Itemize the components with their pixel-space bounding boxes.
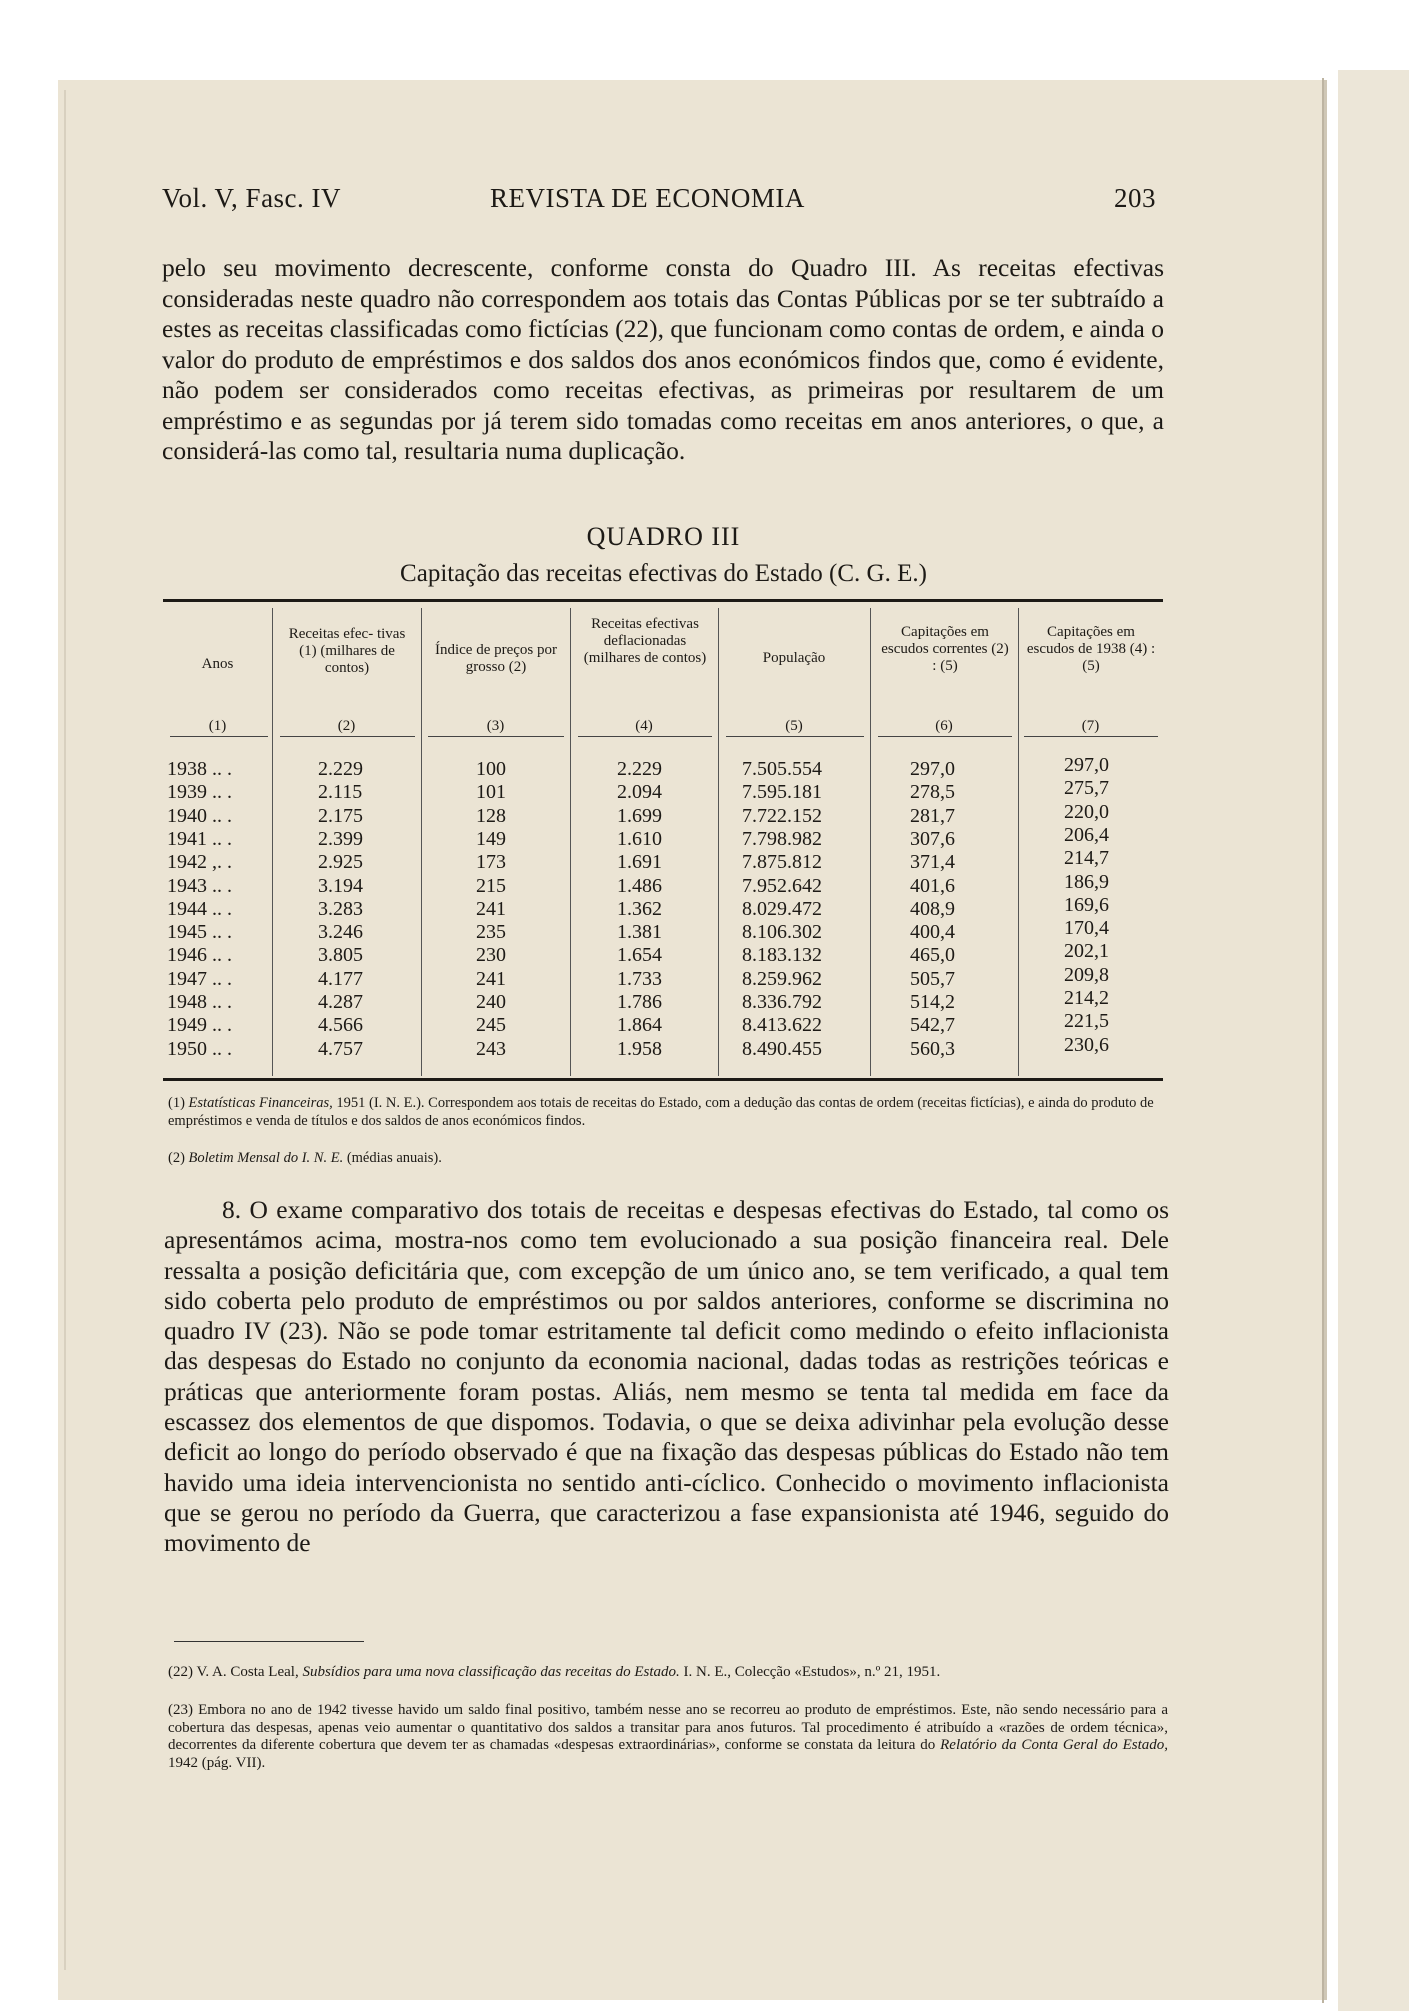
cell-capitacao-correntes: 371,4 <box>910 851 955 874</box>
col-number: (2) <box>337 718 356 734</box>
cell-year: 1950 .. . <box>167 1037 232 1060</box>
cell-populacao: 7.722.152 <box>742 804 822 827</box>
note-mark: (2) <box>168 1150 185 1166</box>
footnote-text: 1942 (pág. VII). <box>168 1754 266 1771</box>
col-number: (1) <box>208 718 227 734</box>
cell-year: 1945 .. . <box>167 921 232 944</box>
cell-indice: 128 <box>476 804 506 827</box>
volume-label: Vol. V, Fasc. IV <box>162 183 342 213</box>
footnote-rule <box>174 1641 364 1642</box>
cell-receitas: 2.229 <box>318 758 363 780</box>
cell-deflacionadas: 1.699 <box>617 804 662 827</box>
cell-deflacionadas: 1.381 <box>617 921 662 944</box>
cell-indice: 235 <box>476 921 506 944</box>
cell-populacao: 7.505.554 <box>742 758 822 780</box>
cell-deflacionadas: 1.958 <box>617 1037 662 1060</box>
cell-capitacao-correntes: 401,6 <box>910 874 955 897</box>
cell-indice: 245 <box>476 1014 506 1037</box>
cell-indice: 149 <box>476 827 506 850</box>
adjacent-page-edge <box>1338 70 1409 2011</box>
intro-paragraph: pelo seu movimento decrescente, conforme consta do Quadro III. As receitas efectivas consideradas neste quadro não correspondem aos totais das Contas Públicas por se ter subtraído a estes as receitas classificadas como fictícias (22), que funcionam como contas de ordem, e ainda o valor do produto de empréstimos e dos saldos dos anos económicos findos que, como é evidente, não podem ser considerados como receitas efectivas, as primeiras por resultarem de um empréstimo e as segundas por já terem sido tomadas como receitas em anos anteriores, o que, a considerá-las como tal, resultaria numa duplicação. <box>162 253 1164 465</box>
cell-capitacao-1938: 169,6 <box>1064 893 1109 916</box>
cell-populacao: 8.183.132 <box>742 944 822 967</box>
cell-populacao: 8.490.455 <box>742 1037 822 1060</box>
cell-receitas: 2.115 <box>318 781 363 804</box>
cell-indice: 241 <box>476 967 506 990</box>
cell-capitacao-1938: 221,5 <box>1064 1010 1109 1033</box>
cell-capitacao-1938: 220,0 <box>1064 800 1109 823</box>
cell-year: 1944 .. . <box>167 897 232 920</box>
cell-capitacao-1938: 214,7 <box>1064 847 1109 870</box>
cell-year: 1942 ,. . <box>167 851 232 874</box>
cell-capitacao-correntes: 307,6 <box>910 827 955 850</box>
col-number: (6) <box>935 718 953 734</box>
note-source-title: Estatísticas Financeiras, <box>188 1095 333 1111</box>
header-anos: Anos <box>201 656 234 672</box>
cell-capitacao-correntes: 408,9 <box>910 897 955 920</box>
page-edge-shadow <box>1322 78 1324 2003</box>
cell-capitacao-1938: 202,1 <box>1064 940 1109 963</box>
table-note-2 <box>168 1149 1168 1167</box>
cell-populacao: 8.259.962 <box>742 967 822 990</box>
cell-capitacao-1938: 209,8 <box>1064 963 1109 986</box>
cell-capitacao-correntes: 514,2 <box>910 991 955 1013</box>
cell-receitas: 2.175 <box>318 804 363 827</box>
footnote-title: Relatório da Conta Geral do Estado, <box>940 1737 1168 1753</box>
cell-indice: 240 <box>476 991 506 1013</box>
cell-receitas: 3.194 <box>318 874 363 897</box>
cell-receitas: 4.757 <box>318 1037 363 1060</box>
cell-capitacao-correntes: 505,7 <box>910 967 955 990</box>
header-populacao: População <box>762 650 826 666</box>
cell-capitacao-1938: 206,4 <box>1064 823 1109 846</box>
cell-year: 1941 .. . <box>167 827 232 850</box>
cell-populacao: 7.875.812 <box>742 851 822 874</box>
cell-indice: 243 <box>476 1037 506 1060</box>
cell-populacao: 7.952.642 <box>742 874 822 897</box>
table-title: QUADRO III <box>586 522 741 551</box>
cell-indice: 100 <box>476 758 506 780</box>
cell-year: 1938 .. . <box>167 758 232 780</box>
cell-capitacao-1938: 275,7 <box>1064 777 1109 800</box>
note-text: 1951 (I. N. E.). Correspondem aos totais de receitas do Estado, com a dedução das contas de ordem (receitas fictícias), e ainda do produto de empréstimos e venda de títulos e dos saldos de anos económicos findos. <box>168 1095 1154 1129</box>
cell-populacao: 8.106.302 <box>742 921 822 944</box>
footnote-text: Embora no ano de 1942 tivesse havido um saldo final positivo, também nesse ano se recorreu ao produto de empréstimos. Este, não sendo necessário para a cobertura das despesas, apenas veio aumentar o quantitativo dos saldos a transitar para anos futuros. Tal procedimento é atribuído a «razões de ordem técnica», decorrentes da diferente cobertura que devem ter as chamadas «despesas extraordinárias», conforme se constata da leitura do <box>168 1702 1168 1753</box>
header-capitacoes-correntes: Capitações em escudos correntes (2) : (5) <box>881 624 1009 674</box>
cell-capitacao-1938: 186,9 <box>1064 870 1109 893</box>
cell-receitas: 3.246 <box>318 921 363 944</box>
col-number: (7) <box>1081 718 1100 734</box>
cell-receitas: 2.925 <box>318 851 363 874</box>
cell-year: 1948 .. . <box>167 991 232 1013</box>
cell-year: 1947 .. . <box>167 967 232 990</box>
note-source-title: Boletim Mensal do I. N. E. <box>188 1150 344 1166</box>
cell-year: 1939 .. . <box>167 781 232 804</box>
cell-year: 1943 .. . <box>167 874 232 897</box>
footnote-title: Subsídios para uma nova classificação das receitas do Estado. <box>302 1664 680 1680</box>
note-text: (médias anuais). <box>343 1150 442 1166</box>
cell-populacao: 7.595.181 <box>742 781 822 804</box>
cell-populacao: 8.336.792 <box>742 991 822 1013</box>
header-indice-precos: Índice de preços por grosso (2) <box>434 642 558 675</box>
cell-populacao: 8.029.472 <box>742 897 822 920</box>
cell-capitacao-1938: 214,2 <box>1064 987 1109 1009</box>
cell-deflacionadas: 1.486 <box>617 874 662 897</box>
header-receitas-efectivas: Receitas efec- tivas (1) (milhares de contos) <box>288 626 406 676</box>
cell-deflacionadas: 1.610 <box>617 827 662 850</box>
cell-populacao: 8.413.622 <box>742 1014 822 1037</box>
header-receitas-deflacionadas: Receitas efectivas deflacionadas (milhares de contos) <box>583 616 707 666</box>
col-number: (3) <box>486 718 505 734</box>
footnote-23 <box>168 1702 1168 1772</box>
cell-deflacionadas: 1.654 <box>617 944 662 967</box>
cell-capitacao-correntes: 465,0 <box>910 944 955 967</box>
cell-receitas: 3.283 <box>318 897 363 920</box>
footnote-mark: (23) <box>168 1702 193 1718</box>
cell-capitacao-correntes: 560,3 <box>910 1037 955 1060</box>
cell-deflacionadas: 1.691 <box>617 851 662 874</box>
cell-populacao: 7.798.982 <box>742 827 822 850</box>
cell-year: 1940 .. . <box>167 804 232 827</box>
footnote-text: I. N. E., Colecção «Estudos», n.º 21, 1951. <box>679 1664 941 1680</box>
page-number: 203 <box>1114 183 1156 213</box>
cell-year: 1949 .. . <box>167 1014 232 1037</box>
cell-capitacao-correntes: 297,0 <box>910 758 955 780</box>
footnote-mark: (22) <box>168 1664 193 1680</box>
col-number: (5) <box>785 718 803 734</box>
cell-capitacao-1938: 230,6 <box>1064 1033 1109 1056</box>
cell-indice: 101 <box>476 781 506 804</box>
cell-capitacao-correntes: 542,7 <box>910 1014 955 1037</box>
cell-indice: 173 <box>476 851 506 874</box>
cell-receitas: 2.399 <box>318 827 363 850</box>
table-note-1 <box>168 1094 1168 1130</box>
note-mark: (1) <box>168 1095 185 1111</box>
section-8-paragraph: 8. O exame comparativo dos totais de receitas e despesas efectivas do Estado, tal como os apresentámos acima, mostra-nos como tem evolucionado a sua posição financeira real. Dele ressalta a posição deficitária que, com excepção de um único ano, se tem verificado, a qual tem sido coberta pelo produto de empréstimos ou por saldos anteriores, conforme se discrimina no quadro IV (23). Não se pode tomar estritamente tal deficit como medindo o efeito inflacionista das despesas do Estado no conjunto da economia nacional, dadas todas as restrições teóricas e práticas que anteriormente foram postas. Aliás, nem mesmo se tenta tal medida em face da escassez dos elementos de que dispomos. Todavia, o que se deixa adivinhar pela evolução desse deficit ao longo do período observado é que na fixação das despesas públicas do Estado não tem havido uma ideia intervencionista no sentido anti-cíclico. Conhecido o movimento inflacionista que se gerou no período da Guerra, que caracterizou a fase expansionista até 1946, seguido do movimento de <box>164 1195 1169 1558</box>
cell-deflacionadas: 1.864 <box>617 1014 662 1037</box>
cell-deflacionadas: 1.733 <box>617 967 662 990</box>
cell-receitas: 3.805 <box>318 944 363 967</box>
journal-title: REVISTA DE ECONOMIA <box>490 183 805 213</box>
cell-deflacionadas: 2.229 <box>617 758 662 780</box>
cell-receitas: 4.566 <box>318 1014 363 1037</box>
page-left-edge <box>64 90 66 1970</box>
cell-capitacao-1938: 170,4 <box>1064 917 1109 940</box>
col-number: (4) <box>635 718 653 734</box>
cell-year: 1946 .. . <box>167 944 232 967</box>
cell-deflacionadas: 1.786 <box>617 991 662 1013</box>
cell-indice: 241 <box>476 897 506 920</box>
footnote-text: V. A. Costa Leal, <box>193 1664 303 1680</box>
cell-indice: 215 <box>476 874 506 897</box>
cell-capitacao-1938: 297,0 <box>1064 754 1109 776</box>
footnote-22 <box>168 1664 1168 1682</box>
cell-receitas: 4.177 <box>318 967 363 990</box>
cell-deflacionadas: 2.094 <box>617 781 662 804</box>
header-capitacoes-1938: Capitações em escudos de 1938 (4) : (5) <box>1026 624 1156 674</box>
table-subtitle: Capitação das receitas efectivas do Estado (C. G. E.) <box>400 560 927 587</box>
cell-capitacao-correntes: 278,5 <box>910 781 955 804</box>
cell-deflacionadas: 1.362 <box>617 897 662 920</box>
cell-capitacao-correntes: 281,7 <box>910 804 955 827</box>
cell-capitacao-correntes: 400,4 <box>910 921 955 944</box>
cell-receitas: 4.287 <box>318 991 363 1013</box>
cell-indice: 230 <box>476 944 506 967</box>
